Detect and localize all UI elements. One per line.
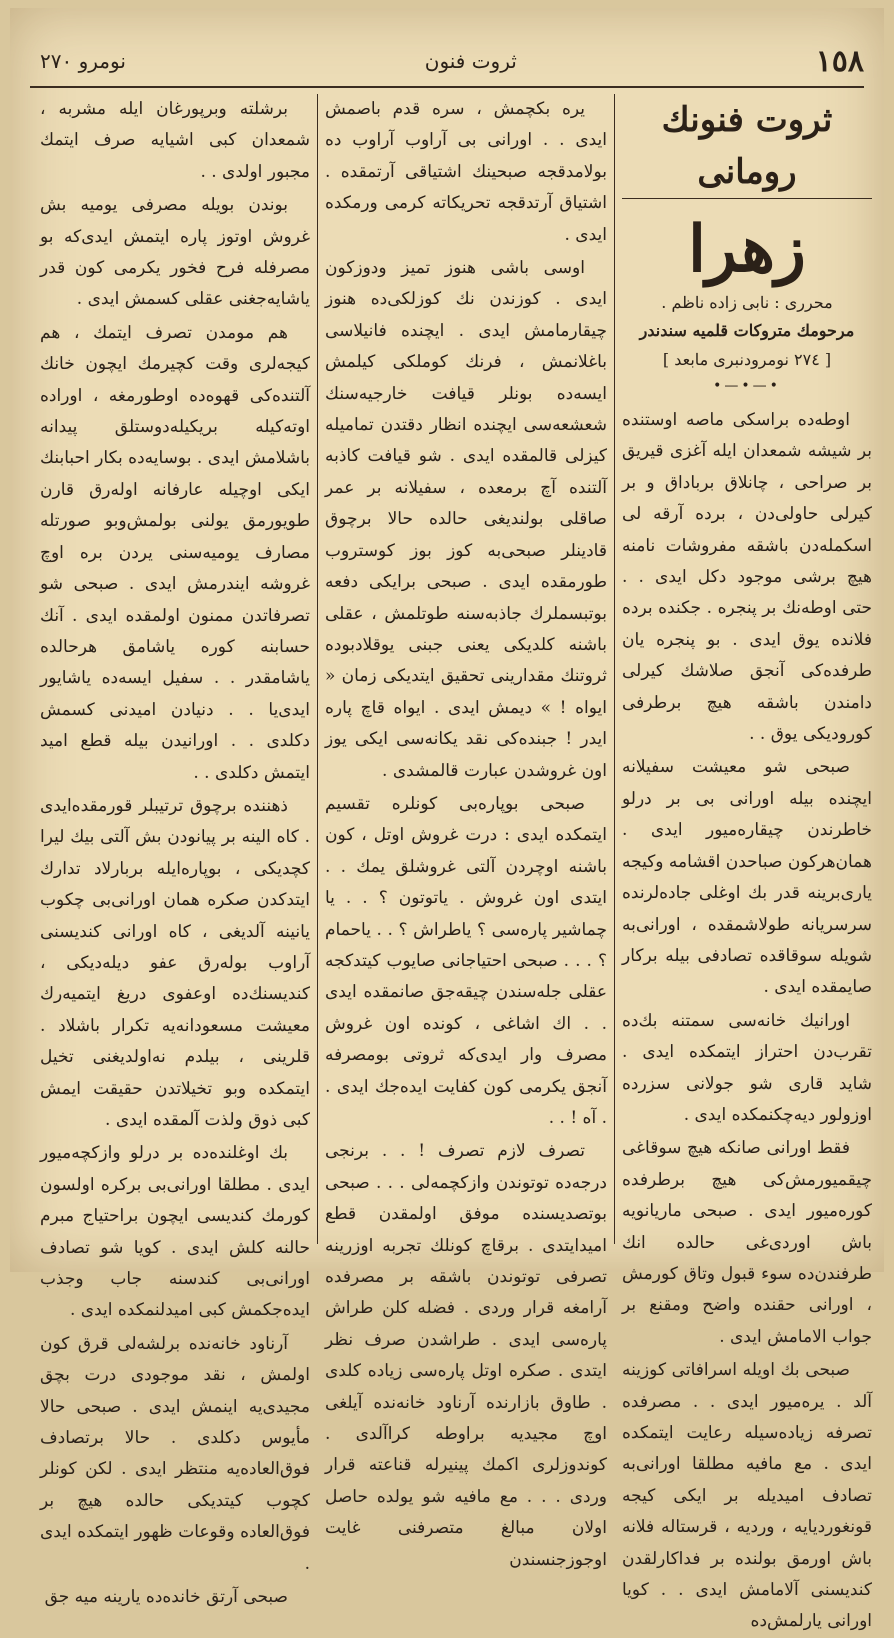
paragraph: صبحى شو معيشت سفيلانه ايچنده بيله اورانى بى بر درلو خاطرندن چيقاره‌ميور ايدى . همان‌هركون صباحدن اقشامه وكيجه يارى‌برينه قدر بك اوغلى جاده‌لرنده سرسريانه طولاشمقده ، اورانى‌به شويله سوقاقده تصادفى بيله بركار صايمقده ايدى . — [622, 757, 872, 998]
serial-journal-name: ثروت فنونك رومانى — [622, 94, 872, 199]
paragraph: فقط اورانى صانكه هيچ سوقاغى چيقميورمش‌كى هيچ برطرفده كوره‌ميور ايدى . صبحى ماريانو‌يه باش اوردى‌غى حالده انك طرفندن‌ده سوء قبول وتاق كورمش ، اورانى حقنده واضح ومقنع بر جواب الامامش ايدى . — [622, 1138, 872, 1347]
story-title: زهرا — [688, 212, 806, 287]
paragraph: ذهننده برچوق ترتيبلر قورمقده‌ايدى . كاه الينه بر پيانودن بش آلتى بيك ليرا كچديكى ، بوپاره‌ايله بربارلاد تدارك ايتدكدن صكره همان اورانى‌بى چكوب يانينه آلديغى ، كاه اورانى كنديسنى آراوب بولەرق عفو ديله‌ديكى ، كنديسنك‌ده اوعفوى دريغ ايتميه‌رك معيشت مسعودانه‌يه تكرار باشلاد . قلرينى ، بيلدم نه‌اولديغنى تخيل ايتمكده وبو تخيلاتدن حقيقت ايمش كبى ذوق ولذت آلمقده ايدى . — [40, 795, 310, 1130]
issue-number: نومرو ٢٧٠ — [40, 49, 126, 73]
journal-title: ثروت فنون — [424, 49, 517, 73]
paragraph: اورانيك خانه‌سى سمتنه بك‌ده تقرب‌دن احتراز ايتمكده ايدى . شايد قارى شو جولانى سزرده اوزولور ديه‌چكنمكده ايدى . — [622, 1010, 872, 1125]
paragraph: بوندن بويله مصرفى يوميه بش غروش اوتوز پاره ايتمش ايدى‌كه بو مصرفله فرح فخور يكرمى كون قدر ياشايه‌جغنى عقلى كسمش ايدى . — [40, 195, 310, 310]
column-1 — [622, 94, 872, 1632]
continuation-note: [ ٢٧٤ نومرودنبرى مابعد ] — [662, 350, 832, 369]
header-rule — [30, 86, 864, 88]
newspaper-page — [10, 8, 884, 1632]
paragraph: تصرف لازم تصرف ! . . برنجى درجه‌ده توتوندن وازكچمه‌لى . . . صبحى بوتصديسنده موفق اولمقدن قطع اميدايتدى . برقاچ كونلك تجربه اوزرينه تصرفى توتوندن باشقه بر مصرفده آرامغه قرار وردى . فضله كلن طراش پاره‌سى ايدى . طراشدن صرف نظر ايتدى . صكره اوتل پاره‌سى زياده كلدى . طاوق بازارنده آرناود خانه‌نده آيلغى اوچ مجيديه براوطه كراآلدى . كوندوزلرى اكمك پينيرله قناعته قرار وردى . . . مع مافيه شو يولده حاصل اولان مبالغ متصرفنى غايت اوجوزجنسندن — [325, 1141, 607, 1570]
paragraph: يره بكچمش ، سره قدم باصمش ايدى . . اورانى بى آراوب آراوب ده بولامدقجه صبحينك اشتياقى آرتمقده . اشتياق آرتدقجه تحريكاته كرمى ورمكده ايدى . — [325, 99, 607, 245]
column-2 — [325, 94, 607, 1570]
column-divider — [317, 94, 318, 1244]
page-number: ١٥٨ — [815, 43, 864, 79]
column-divider — [614, 94, 615, 1244]
column-3 — [40, 94, 310, 1608]
ornament-divider: •—•—• — [713, 378, 781, 394]
paragraph: صبحى آرتق خانده‌ده يارينه ميه جق — [44, 1587, 288, 1608]
paragraph: هم مومدن تصرف ايتمك ، هم كيجه‌لرى وقت كچيرمك ايچون خانك آلتنده‌كى قهوه‌ده اوطورمغه ، اوراده اوته‌كيله بريكيله‌دوستلق پيدانه باشلامش ايدى . بوسايه‌ده بكار احبابنك ايكى اوچيله عارفانه اولەرق قارن طويورمق يولنى بولمش‌وبو صورتله مصارف يوميه‌سنى يردن بره اوچ غروشه ايندرمش ايدى . صبحى شو تصرفاتدن ممنون اولمقده ايدى . آنك حسابنه كوره ياشامق هرحالده ياشامقدر . . سفيل ايسه‌ده ياشايور ايدى‌يا . . دنيادن اميدنى كسمش دكلدى . . اورانيدن بيله قطع اميد ايتمش دكلدى . . — [40, 322, 310, 783]
source-line: مرحومك متروكات قلميه سندندر — [639, 321, 855, 340]
author-line: محررى : نابى زاده ناظم . — [661, 293, 833, 312]
paragraph: اوطه‌ده براسكى ماصه اوستنده بر شيشه شمعدان ايله آغزى قيريق بر صراحى ، چانلاق برباداق و بر كيرلى حاولى‌دن ، برده آرقه لى اسكمله‌دن باشقه مفروشات نامنه هيچ برشى موجود دكل ايدى . . حتى اوطه‌نك بر پنجره . جكنده برده فلانده يوق ايدى . بو پنجره يان طرفده‌كى آنجق صلاشك كيرلى دامندن باشقه هيچ برطرفى كوروديكى يوق . . — [622, 410, 872, 745]
paragraph: بك اوغلنده‌ده بر درلو وازكچه‌ميور ايدى . مطلقا اورانى‌بى بركره اولسون كورمك كنديسى ايچون براحتياج مبرم حالنه كلش ايدى . كويا شو تصادف اورانى‌بى كندسنه جاب وجذب ايده‌جكمش كبى اميدلنمكده ايدى . — [40, 1143, 310, 1321]
paragraph: برشلته وبرپورغان ايله مشربه ، شمعدان كبى اشيايه صرف ايتمك مجبور اولدى . . — [40, 99, 310, 182]
paragraph: صبحى بك اويله اسرافاتى كوزينه آلد . يره‌ميور ايدى . . مصرفده تصرفه زياده‌سيله رعايت ايتمكده ايدى . مع مافيه مطلقا اورانى‌به تصادف اميديله بر ايكى كيجه قونغورديايه ، ورديه ، قرستاله فلانه باش اورمق بولنده بر فداكارلقدن كنديسنى آلامامش ايدى . . كويا اورانى يارلمش‌ده — [622, 1360, 872, 1632]
paragraph: اوسى باشى هنوز تميز ودوزكون ايدى . كوزندن نك كوزلكى‌ده هنوز چيقارمامش ايدى . ايچنده فانيلاسى باغلانمش ، فرنك كوملكى كيلمش ايسه‌ده بونلر قيافت خارجيه‌سنك شعشعه‌سى ايچنده انظار دقتدن تماميله كيزلى قالمقده ايدى . شو قيافت كاذبه آلتنده آچ برمعده ، سفيلانه بر عمر صاقلى بولنديغى حالده حالا برچوق قادينلر صبحى‌به كوز بوز كوستروب طورمقده ايدى . صبحى برايكى دفعه بوتبسملرك جاذبه‌سنه طوتلمش ، عقلى باشنه كلديكى يعنى جبنى يوقلادبوده ثروتنك مقدارينى تحقيق ايتديكى زمان « ايواه ! » ديمش ايدى . ايواه قاچ پاره ايدر ! جبنده‌كى نقد يكانه‌سى ايكى يوز اون غروشدن عبارت قالمشدى . — [325, 258, 607, 781]
paragraph: صبحى بوپاره‌بى كونلره تقسيم ايتمكده ايدى : درت غروش اوتل ، كون باشنه اوچردن آلتى غروشلق يمك . . ايتدى اون غروش . ياتوتون ؟ . . يا چماشير پاره‌سى ؟ ياطراش ؟ . . ياحمام ؟ . . . صبحى احتياجانى صايوب كيتدكجه عقلى جله‌سندن چيقه‌جق صانمقده ايدى . . اك اشاغى ، كونده اون غروش مصرف وار ايدى‌كه ثروتى بومصرفه آنجق يكرمى كون كفايت ايده‌جك ايدى . . آه ! . . — [325, 793, 607, 1128]
page-header — [40, 38, 864, 84]
paragraph: آرناود خانه‌نده برلشه‌لى قرق كون اولمش ، نقد موجودى درت بچق مجيدى‌يه اينمش ايدى . صبحى حالا مأيوس دكلدى . حالا برتصادف فوق‌العاده‌يه منتظر ايدى . لكن كونلر كچوب كيتديكى حالده هيچ بر فوق‌العاده وقوعات ظهور ايتمكده ايدى . — [40, 1333, 310, 1574]
